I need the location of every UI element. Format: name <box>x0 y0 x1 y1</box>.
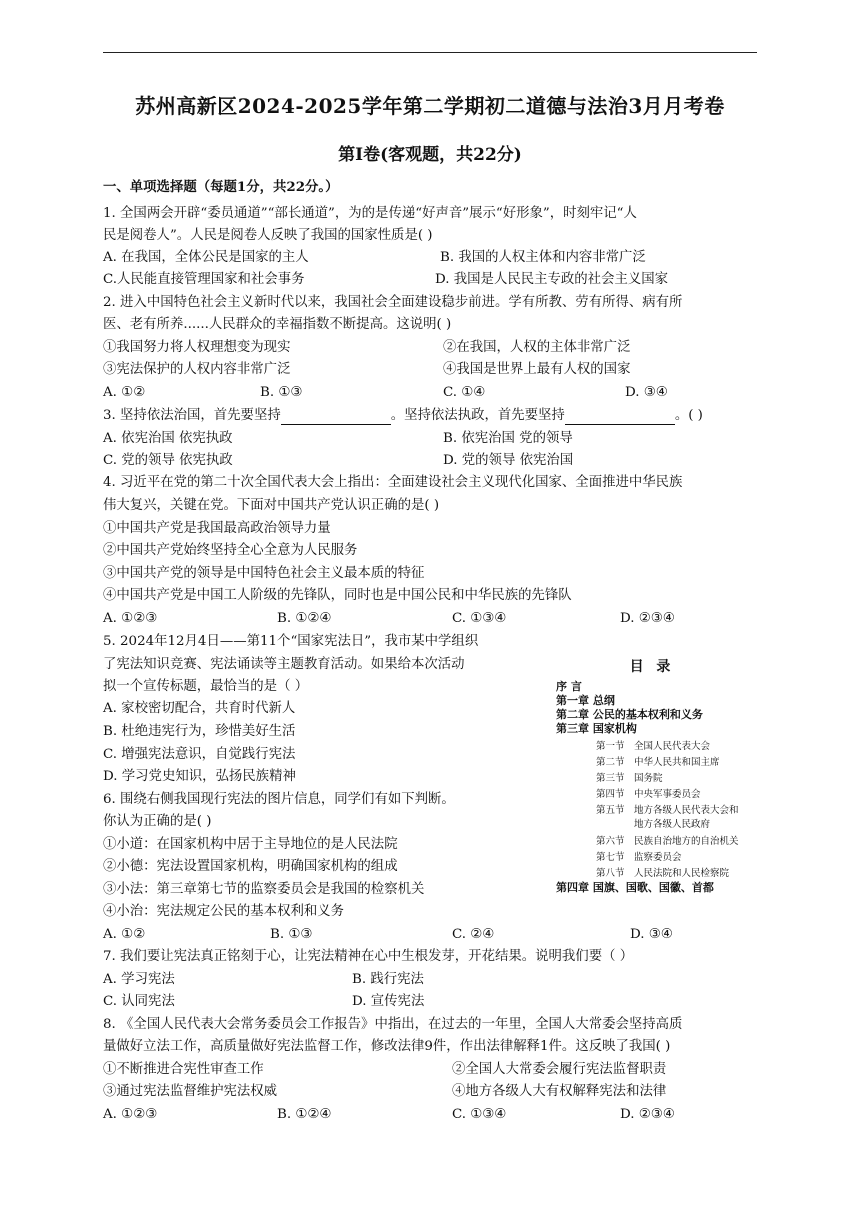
toc-chapter-4: 第四章 国旗、国歌、国徽、首都 <box>556 881 714 894</box>
toc-chapter-3: 第三章 国家机构 <box>556 722 637 735</box>
q4-option-d: D. ②③④ <box>620 611 675 626</box>
q2-statement-1: ①我国努力将人权理想变为现实 <box>103 340 291 355</box>
section-heading: 一、单项选择题（每题1分，共22分。） <box>103 179 339 195</box>
q7-option-d: D. 宣传宪法 <box>352 994 425 1009</box>
toc-section: 第二节 中华人民共和国主席 <box>596 757 720 768</box>
q8-option-b: B. ①②④ <box>277 1107 332 1122</box>
toc-section: 第一节 全国人民代表大会 <box>596 741 711 752</box>
q8-option-a: A. ①②③ <box>103 1107 158 1122</box>
toc-heading: 目 录 <box>629 659 675 675</box>
q6-statement-3: ③小法：第三章第七节的监察委员会是我国的检察机关 <box>103 882 425 897</box>
q5-stem-line3: 拟一个宣传标题，最恰当的是（ ） <box>103 679 309 694</box>
q2-option-b: B. ①③ <box>260 385 303 400</box>
q4-statement-1: ①中国共产党是我国最高政治领导力量 <box>103 521 331 536</box>
q4-option-a: A. ①②③ <box>103 611 158 626</box>
toc-section: 第八节 人民法院和人民检察院 <box>596 868 730 879</box>
header-rule <box>103 52 757 53</box>
q6-option-d: D. ③④ <box>630 927 673 942</box>
q4-statement-2: ②中国共产党始终坚持全心全意为人民服务 <box>103 543 358 558</box>
q7-option-c: C. 认同宪法 <box>103 994 175 1009</box>
q1-stem-line1: 1. 全国两会开辟“委员通道”“部长通道”，为的是传递“好声音”展示“好形象”，时刻牢记“人 <box>103 206 637 221</box>
q5-option-c: C. 增强宪法意识，自觉践行宪法 <box>103 747 296 762</box>
q4-option-b: B. ①②④ <box>277 611 332 626</box>
q1-option-a: A. 在我国，全体公民是国家的主人 <box>103 250 309 265</box>
q2-option-c: C. ①④ <box>443 385 486 400</box>
q6-statement-2: ②小德：宪法设置国家机构，明确国家机构的组成 <box>103 859 398 874</box>
q3-stem <box>103 407 703 425</box>
q2-statement-2: ②在我国，人权的主体非常广泛 <box>443 340 631 355</box>
q6-option-a: A. ①② <box>103 927 146 942</box>
q8-statement-3: ③通过宪法监督维护宪法权威 <box>103 1084 278 1099</box>
q3-option-b: B. 依宪治国 党的领导 <box>443 431 573 446</box>
toc-chapter-1: 第一章 总纲 <box>556 694 615 707</box>
exam-subtitle: 第Ⅰ卷(客观题，共22分) <box>338 145 522 165</box>
q3-stem-part3: 。( ) <box>674 408 703 423</box>
q5-stem-line1: 5. 2024年12月4日——第11个“国家宪法日”，我市某中学组织 <box>103 634 479 649</box>
q2-statement-4: ④我国是世界上最有人权的国家 <box>443 362 631 377</box>
q4-statement-3: ③中国共产党的领导是中国特色社会主义最本质的特征 <box>103 566 425 581</box>
q6-option-c: C. ②④ <box>452 927 495 942</box>
q1-option-d: D. 我国是人民民主专政的社会主义国家 <box>435 272 669 287</box>
constitution-toc-figure <box>552 650 770 894</box>
q4-statement-4: ④中国共产党是中国工人阶级的先锋队，同时也是中国公民和中华民族的先锋队 <box>103 588 572 603</box>
toc-section: 第六节 民族自治地方的自治机关 <box>596 836 739 847</box>
q8-statement-1: ①不断推进合宪性审查工作 <box>103 1062 264 1077</box>
q3-blank-2 <box>565 410 675 425</box>
q3-option-d: D. 党的领导 依宪治国 <box>443 453 574 468</box>
exam-title: 苏州高新区2024-2025学年第二学期初二道德与法治3月月考卷 <box>135 94 725 118</box>
q2-stem-line1: 2. 进入中国特色社会主义新时代以来，我国社会全面建设稳步前进。学有所教、劳有所得、病有所 <box>103 295 683 310</box>
toc-section: 第三节 国务院 <box>596 773 663 784</box>
q7-option-b: B. 践行宪法 <box>352 972 424 987</box>
q8-option-c: C. ①③④ <box>452 1107 507 1122</box>
q5-option-b: B. 杜绝违宪行为，珍惜美好生活 <box>103 724 296 739</box>
q5-stem-line2: 了宪法知识竞赛、宪法诵读等主题教育活动。如果给本次活动 <box>103 657 465 672</box>
q3-option-a: A. 依宪治国 依宪执政 <box>103 431 233 446</box>
q1-option-c: C.人民能直接管理国家和社会事务 <box>103 272 305 287</box>
q1-option-b: B. 我国的人权主体和内容非常广泛 <box>440 250 646 265</box>
q7-option-a: A. 学习宪法 <box>103 972 175 987</box>
q2-option-a: A. ①② <box>103 385 146 400</box>
q8-stem-line2: 量做好立法工作，高质量做好宪法监督工作，修改法律9件，作出法律解释1件。这反映了我国( ) <box>103 1039 671 1054</box>
q3-stem-part2: 。坚持依法执政，首先要坚持 <box>390 408 565 423</box>
q5-option-d: D. 学习党史知识，弘扬民族精神 <box>103 769 296 784</box>
q2-statement-3: ③宪法保护的人权内容非常广泛 <box>103 362 291 377</box>
q2-option-d: D. ③④ <box>625 385 668 400</box>
toc-section: 第四节 中央军事委员会 <box>596 789 701 800</box>
toc-section: 第七节 监察委员会 <box>596 852 682 863</box>
q6-statement-1: ①小道：在国家机构中居于主导地位的是人民法院 <box>103 837 398 852</box>
q4-stem-line2: 伟大复兴，关键在党。下面对中国共产党认识正确的是( ) <box>103 498 440 513</box>
q3-blank-1 <box>281 410 391 425</box>
toc-chapter-2: 第二章 公民的基本权利和义务 <box>556 708 703 721</box>
q6-stem-line1: 6. 围绕右侧我国现行宪法的图片信息，同学们有如下判断。 <box>103 792 455 807</box>
q8-statement-2: ②全国人大常委会履行宪法监督职责 <box>452 1062 667 1077</box>
q8-statement-4: ④地方各级人大有权解释宪法和法律 <box>452 1084 667 1099</box>
q7-stem: 7. 我们要让宪法真正铭刻于心，让宪法精神在心中生根发芽，开花结果。说明我们要（ ） <box>103 949 634 964</box>
toc-section: 第五节 地方各级人民代表大会和 <box>596 805 739 816</box>
q3-option-c: C. 党的领导 依宪执政 <box>103 453 233 468</box>
q4-option-c: C. ①③④ <box>452 611 507 626</box>
q8-option-d: D. ②③④ <box>620 1107 675 1122</box>
q8-stem-line1: 8. 《全国人民代表大会常务委员会工作报告》中指出，在过去的一年里，全国人大常委会坚持高质 <box>103 1017 683 1032</box>
q2-stem-line2: 医、老有所养......人民群众的幸福指数不断提高。这说明( ) <box>103 317 452 332</box>
q6-option-b: B. ①③ <box>270 927 313 942</box>
q4-stem-line1: 4. 习近平在党的第二十次全国代表大会上指出：全面建设社会主义现代化国家、全面推进中华民族 <box>103 475 683 490</box>
q1-stem-line2: 民是阅卷人”。人民是阅卷人反映了我国的国家性质是( ) <box>103 228 433 243</box>
q6-stem-line2: 你认为正确的是( ) <box>103 814 212 829</box>
q5-option-a: A. 家校密切配合，共育时代新人 <box>103 701 296 716</box>
q6-statement-4: ④小治：宪法规定公民的基本权利和义务 <box>103 904 345 919</box>
toc-section: 地方各级人民政府 <box>634 819 711 830</box>
q3-stem-part1: 3. 坚持依法治国，首先要坚持 <box>103 408 281 423</box>
toc-preface: 序 言 <box>556 680 582 693</box>
